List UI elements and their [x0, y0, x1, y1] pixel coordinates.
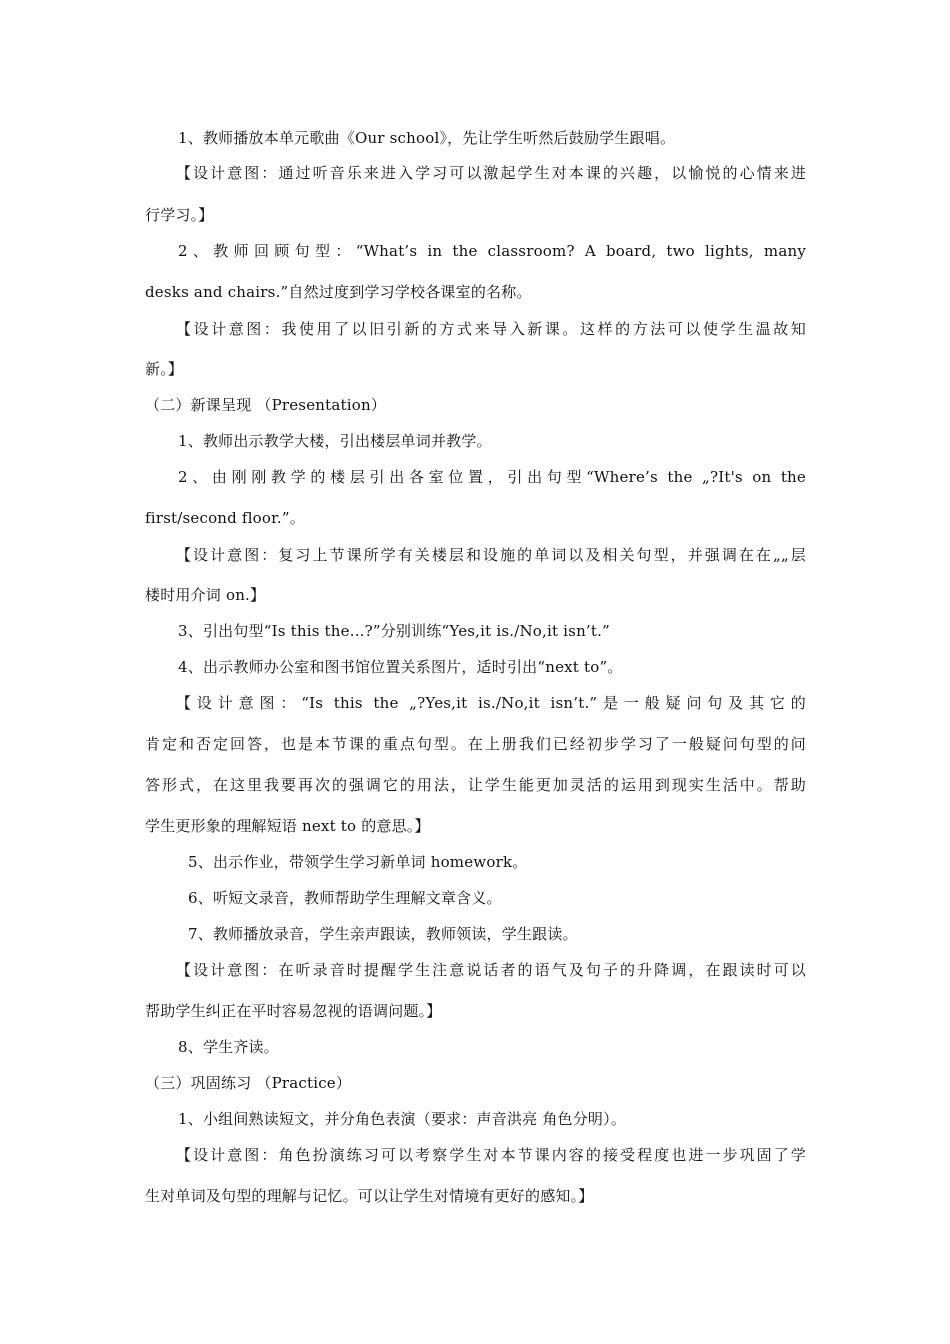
text-line: 5、出示作业，带领学生学习新单词 homework。	[188, 853, 528, 871]
text-line: 行学习。】	[145, 206, 214, 224]
text-line: 2、教师回顾句型：“What’s in the classroom? A board, two lights, many	[178, 242, 806, 260]
text-line: 3、引出句型“Is this the...?”分别训练“Yes,it is./No,it isn’t.”	[178, 622, 610, 640]
text-line: desks and chairs.”自然过度到学习学校各课室的名称。	[145, 283, 532, 301]
text-line: 2、由刚刚教学的楼层引出各室位置，引出句型“Where’s the „?It's on the	[178, 468, 806, 486]
text-line: 8、学生齐读。	[178, 1038, 279, 1056]
text-line: first/second floor.”。	[145, 509, 305, 527]
design-intent-line: 【设计意图：我使用了以旧引新的方式来导入新课。这样的方法可以使学生温故知	[176, 320, 806, 338]
text-line: 帮助学生纠正在平时容易忽视的语调问题。】	[145, 1002, 442, 1020]
design-intent-line: 【设计意图：在听录音时提醒学生注意说话者的语气及句子的升降调，在跟读时可以	[176, 961, 806, 979]
text-line: 6、听短文录音，教师帮助学生理解文章含义。	[188, 889, 502, 907]
section-heading: （三）巩固练习 （Practice）	[145, 1074, 352, 1092]
section-heading: （二）新课呈现 （Presentation）	[145, 396, 387, 414]
text-line: 楼时用介词 on.】	[145, 586, 266, 604]
text-line: 答形式，在这里我要再次的强调它的用法，让学生能更加灵活的运用到现实生活中。帮助	[145, 776, 806, 794]
text-line: 肯定和否定回答，也是本节课的重点句型。在上册我们已经初步学习了一般疑问句型的问	[145, 735, 806, 753]
text-line: 生对单词及句型的理解与记忆。可以让学生对情境有更好的感知。】	[145, 1187, 594, 1205]
text-line: 7、教师播放录音，学生亲声跟读，教师领读，学生跟读。	[188, 925, 578, 943]
text-line: 学生更形象的理解短语 next to 的意思。】	[145, 817, 430, 835]
text-line: 1、小组间熟读短文，并分角色表演（要求：声音洪亮 角色分明）。	[178, 1110, 627, 1128]
design-intent-line: 【设计意图：角色扮演练习可以考察学生对本节课内容的接受程度也进一步巩固了学	[176, 1146, 806, 1164]
text-line: 4、出示教师办公室和图书馆位置关系图片，适时引出“next to”。	[178, 658, 623, 676]
design-intent-line: 【设计意图：通过听音乐来进入学习可以激起学生对本课的兴趣，以愉悦的心情来进	[176, 164, 806, 182]
design-intent-line: 【设计意图：复习上节课所学有关楼层和设施的单词以及相关句型，并强调在在„„层	[176, 546, 806, 564]
design-intent-line: 【设计意图：“Is this the „?Yes,it is./No,it isn’t.”是一般疑问句及其它的	[176, 694, 806, 712]
text-line: 1、教师播放本单元歌曲《Our school》，先让学生听然后鼓励学生跟唱。	[178, 129, 676, 147]
text-line: 新。】	[145, 360, 184, 378]
text-line: 1、教师出示教学大楼，引出楼层单词并教学。	[178, 432, 492, 450]
